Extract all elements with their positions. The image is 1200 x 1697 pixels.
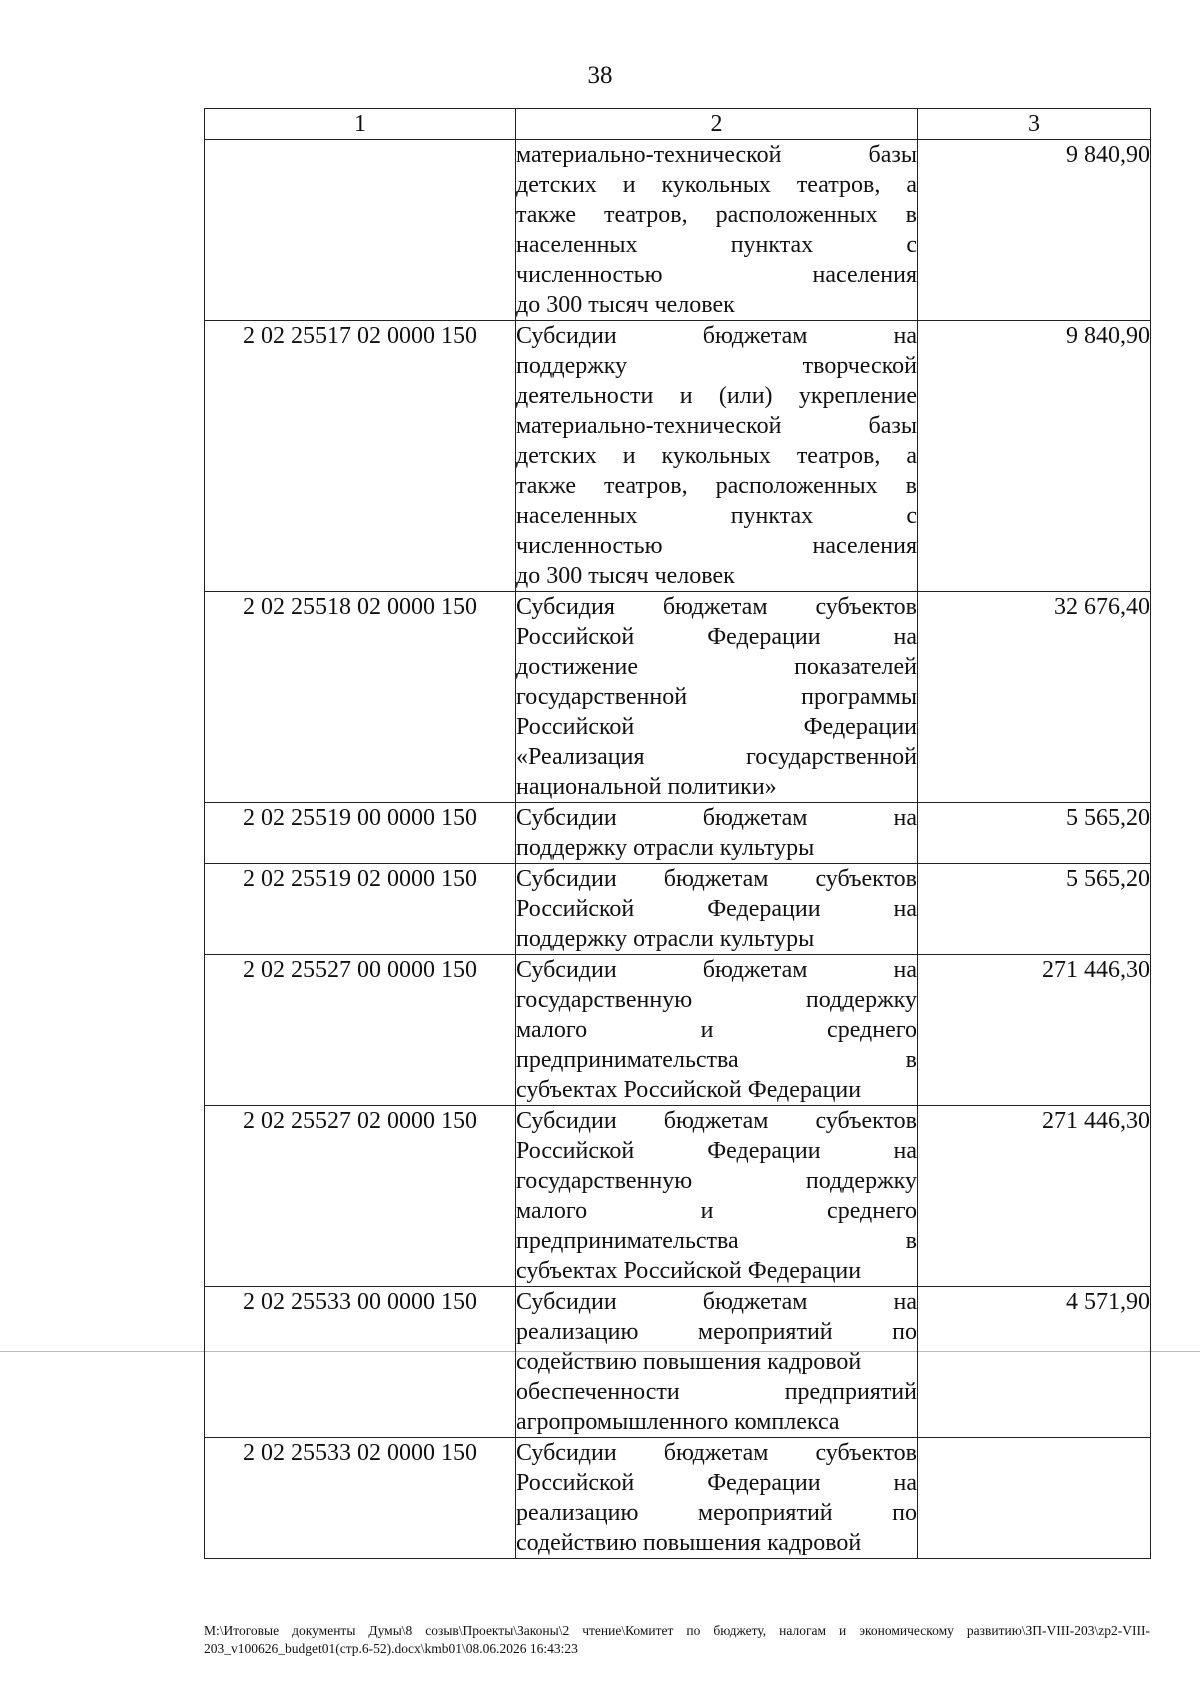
page-number: 38 [587, 62, 613, 89]
description-line [516, 501, 917, 531]
description-cell [516, 955, 918, 1106]
description-line [516, 170, 917, 200]
description-word: детских [516, 443, 597, 469]
description-line [516, 682, 917, 712]
description-word: населения [812, 533, 917, 559]
description-line [516, 441, 917, 471]
description-word: театров, [604, 473, 688, 499]
description-word: и [700, 1017, 714, 1043]
description-word: материально-технической [516, 142, 782, 168]
description-word: и [622, 172, 636, 198]
description-word: субъектов [815, 1440, 917, 1466]
description-cell [516, 803, 918, 864]
description-line [516, 531, 917, 561]
description-line: содействию повышения кадровой [516, 1349, 862, 1375]
description-line [516, 652, 917, 682]
description-word: на [893, 896, 917, 922]
description-word: детских [516, 172, 597, 198]
description-line [516, 230, 917, 260]
description-word: Субсидии [516, 323, 617, 349]
description-line [516, 1468, 917, 1498]
description-word: деятельности [516, 383, 654, 409]
description-word: в [905, 1228, 917, 1254]
description-word: также [516, 473, 577, 499]
description-word: субъектов [815, 1108, 917, 1134]
table-row [205, 1106, 1151, 1287]
description-line [516, 1287, 917, 1317]
amount-cell: 4 571,90 [918, 1287, 1151, 1438]
description-word: Субсидии [516, 805, 617, 831]
description-line: субъектах Российской Федерации [516, 1258, 862, 1284]
description-word: творческой [802, 353, 917, 379]
description-line [516, 864, 917, 894]
description-word: Российской [516, 714, 635, 740]
description-word: бюджетам [663, 1108, 769, 1134]
description-line [516, 955, 917, 985]
description-word: населенных [516, 503, 638, 529]
description-word: среднего [827, 1198, 917, 1224]
description-cell [516, 1287, 918, 1438]
table-header-row [205, 109, 1151, 140]
description-line: агропромышленного комплекса [516, 1409, 840, 1435]
description-word: и [622, 443, 636, 469]
description-word: кукольных [661, 443, 771, 469]
description-word: Субсидии [516, 1289, 617, 1315]
description-word: и [679, 383, 693, 409]
amount-cell: 271 446,30 [918, 1106, 1151, 1287]
description-word: театров, [796, 172, 881, 198]
description-line [516, 351, 917, 381]
table-row [205, 803, 1151, 864]
description-word: базы [868, 142, 917, 168]
description-word: субъектов [815, 594, 917, 620]
description-word: Российской [516, 1138, 635, 1164]
description-line: содействию повышения кадровой [516, 1530, 862, 1556]
description-word: малого [516, 1198, 588, 1224]
description-line: поддержку отрасли культуры [516, 926, 815, 952]
description-word: бюджетам [702, 805, 808, 831]
description-cell [516, 321, 918, 592]
description-word: на [893, 1470, 917, 1496]
description-line [516, 803, 917, 833]
description-line [516, 1015, 917, 1045]
description-line [516, 1226, 917, 1256]
header-col-3: 3 [918, 109, 1151, 140]
revenue-code-cell [205, 140, 516, 321]
header-col-2: 2 [516, 109, 918, 140]
description-word: Федерации [803, 714, 917, 740]
description-line [516, 411, 917, 441]
amount-cell [918, 1438, 1151, 1559]
description-line: до 300 тысяч человек [516, 292, 735, 318]
description-word: на [893, 805, 917, 831]
amount-cell: 5 565,20 [918, 864, 1151, 955]
file-path-footer [204, 1622, 1150, 1658]
description-word: населения [812, 262, 917, 288]
description-word: Российской [516, 624, 635, 650]
description-cell [516, 864, 918, 955]
description-word: на [893, 624, 917, 650]
description-line [516, 471, 917, 501]
description-line [516, 592, 917, 622]
description-word: показателей [794, 654, 917, 680]
table-row [205, 1287, 1151, 1438]
description-word: поддержку [805, 987, 917, 1013]
description-line [516, 381, 917, 411]
description-line [516, 622, 917, 652]
revenue-code-cell: 2 02 25519 00 0000 150 [205, 803, 516, 864]
file-path-line-2: 203_v100626_budget01(стр.6-52).docx\kmb01\08.06.2026 16:43:23 [204, 1641, 578, 1656]
description-word: Федерации [707, 624, 821, 650]
description-word: Субсидии [516, 957, 617, 983]
description-word: мероприятий [697, 1500, 833, 1526]
description-word: театров, [796, 443, 881, 469]
description-word: расположенных [715, 202, 878, 228]
description-word: и [700, 1198, 714, 1224]
description-word: численностью [516, 262, 663, 288]
description-word: обеспеченности [516, 1379, 680, 1405]
description-word: мероприятий [697, 1319, 833, 1345]
description-word: с [906, 232, 917, 258]
description-word: по [892, 1500, 917, 1526]
description-word: бюджетам [662, 594, 768, 620]
amount-cell: 271 446,30 [918, 955, 1151, 1106]
description-word: на [893, 957, 917, 983]
description-word: реализацию [516, 1500, 639, 1526]
description-word: государственной [516, 684, 688, 710]
description-word: государственную [516, 987, 693, 1013]
revenue-code-cell: 2 02 25527 00 0000 150 [205, 955, 516, 1106]
description-word: государственную [516, 1168, 693, 1194]
description-word: поддержку [805, 1168, 917, 1194]
description-word: численностью [516, 533, 663, 559]
description-line [516, 260, 917, 290]
description-line: до 300 тысяч человек [516, 563, 735, 589]
description-word: малого [516, 1017, 588, 1043]
table-row [205, 955, 1151, 1106]
revenue-code-cell: 2 02 25519 02 0000 150 [205, 864, 516, 955]
description-word: Субсидии [516, 866, 617, 892]
description-word: достижение [516, 654, 639, 680]
description-line [516, 985, 917, 1015]
description-line [516, 1196, 917, 1226]
description-line: субъектах Российской Федерации [516, 1077, 862, 1103]
description-line [516, 1377, 917, 1407]
description-word: бюджетам [702, 957, 808, 983]
description-line [516, 1438, 917, 1468]
description-line [516, 712, 917, 742]
budget-table [204, 108, 1151, 1559]
table-row [205, 592, 1151, 803]
description-cell [516, 1438, 918, 1559]
revenue-code-cell: 2 02 25533 02 0000 150 [205, 1438, 516, 1559]
description-line [516, 1045, 917, 1075]
revenue-code-cell: 2 02 25533 00 0000 150 [205, 1287, 516, 1438]
description-word: (или) [718, 383, 773, 409]
description-line [516, 742, 917, 772]
header-col-1: 1 [205, 109, 516, 140]
description-word: на [893, 323, 917, 349]
description-word: пунктах [730, 232, 814, 258]
description-word: государственной [745, 744, 917, 770]
description-word: театров, [604, 202, 688, 228]
description-word: бюджетам [702, 323, 808, 349]
description-word: Субсидия [516, 594, 615, 620]
description-line [516, 321, 917, 351]
description-line [516, 894, 917, 924]
table-body [205, 140, 1151, 1559]
table-row [205, 864, 1151, 955]
amount-cell: 32 676,40 [918, 592, 1151, 803]
description-word: предпринимательства [516, 1047, 739, 1073]
description-cell [516, 592, 918, 803]
description-word: предприятий [784, 1379, 917, 1405]
description-word: реализацию [516, 1319, 639, 1345]
table-row [205, 321, 1151, 592]
description-line [516, 1106, 917, 1136]
description-word: Федерации [707, 1138, 821, 1164]
description-word: программы [801, 684, 917, 710]
description-word: а [906, 172, 917, 198]
description-word: расположенных [715, 473, 878, 499]
description-word: бюджетам [702, 1289, 808, 1315]
description-word: субъектов [815, 866, 917, 892]
description-word: в [905, 1047, 917, 1073]
description-word: поддержку [516, 353, 628, 379]
description-word: «Реализация [516, 744, 645, 770]
description-word: Российской [516, 896, 635, 922]
description-line: национальной политики» [516, 774, 777, 800]
description-word: Федерации [707, 896, 821, 922]
description-line [516, 1136, 917, 1166]
description-line [516, 200, 917, 230]
description-line [516, 140, 917, 170]
description-word: бюджетам [663, 866, 769, 892]
description-word: населенных [516, 232, 638, 258]
table-row [205, 1438, 1151, 1559]
description-word: укрепление [798, 383, 917, 409]
description-word: пунктах [730, 503, 814, 529]
amount-cell: 9 840,90 [918, 140, 1151, 321]
amount-cell: 5 565,20 [918, 803, 1151, 864]
description-word: по [892, 1319, 917, 1345]
amount-cell: 9 840,90 [918, 321, 1151, 592]
description-word: Субсидии [516, 1108, 617, 1134]
description-word: бюджетам [663, 1440, 769, 1466]
description-word: также [516, 202, 577, 228]
description-word: материально-технической [516, 413, 782, 439]
description-cell [516, 140, 918, 321]
description-word: среднего [827, 1017, 917, 1043]
description-word: на [893, 1289, 917, 1315]
description-word: Российской [516, 1470, 635, 1496]
description-word: кукольных [661, 172, 771, 198]
description-word: на [893, 1138, 917, 1164]
description-word: в [905, 202, 917, 228]
description-word: в [905, 473, 917, 499]
description-cell [516, 1106, 918, 1287]
description-word: а [906, 443, 917, 469]
revenue-code-cell: 2 02 25517 02 0000 150 [205, 321, 516, 592]
description-line [516, 1498, 917, 1528]
description-line: поддержку отрасли культуры [516, 835, 815, 861]
table-row [205, 140, 1151, 321]
description-word: Субсидии [516, 1440, 617, 1466]
revenue-code-cell: 2 02 25518 02 0000 150 [205, 592, 516, 803]
revenue-code-cell: 2 02 25527 02 0000 150 [205, 1106, 516, 1287]
description-word: предпринимательства [516, 1228, 739, 1254]
description-line [516, 1166, 917, 1196]
file-path-line-1: M:\Итоговые документы Думы\8 созыв\Проекты\Законы\2 чтение\Комитет по бюджету, налогам и экономическому развитию\ЗП-VIII-203\zp2-VIII- [204, 1623, 1150, 1638]
description-line [516, 1317, 917, 1347]
description-word: базы [868, 413, 917, 439]
description-word: с [906, 503, 917, 529]
description-word: Федерации [707, 1470, 821, 1496]
